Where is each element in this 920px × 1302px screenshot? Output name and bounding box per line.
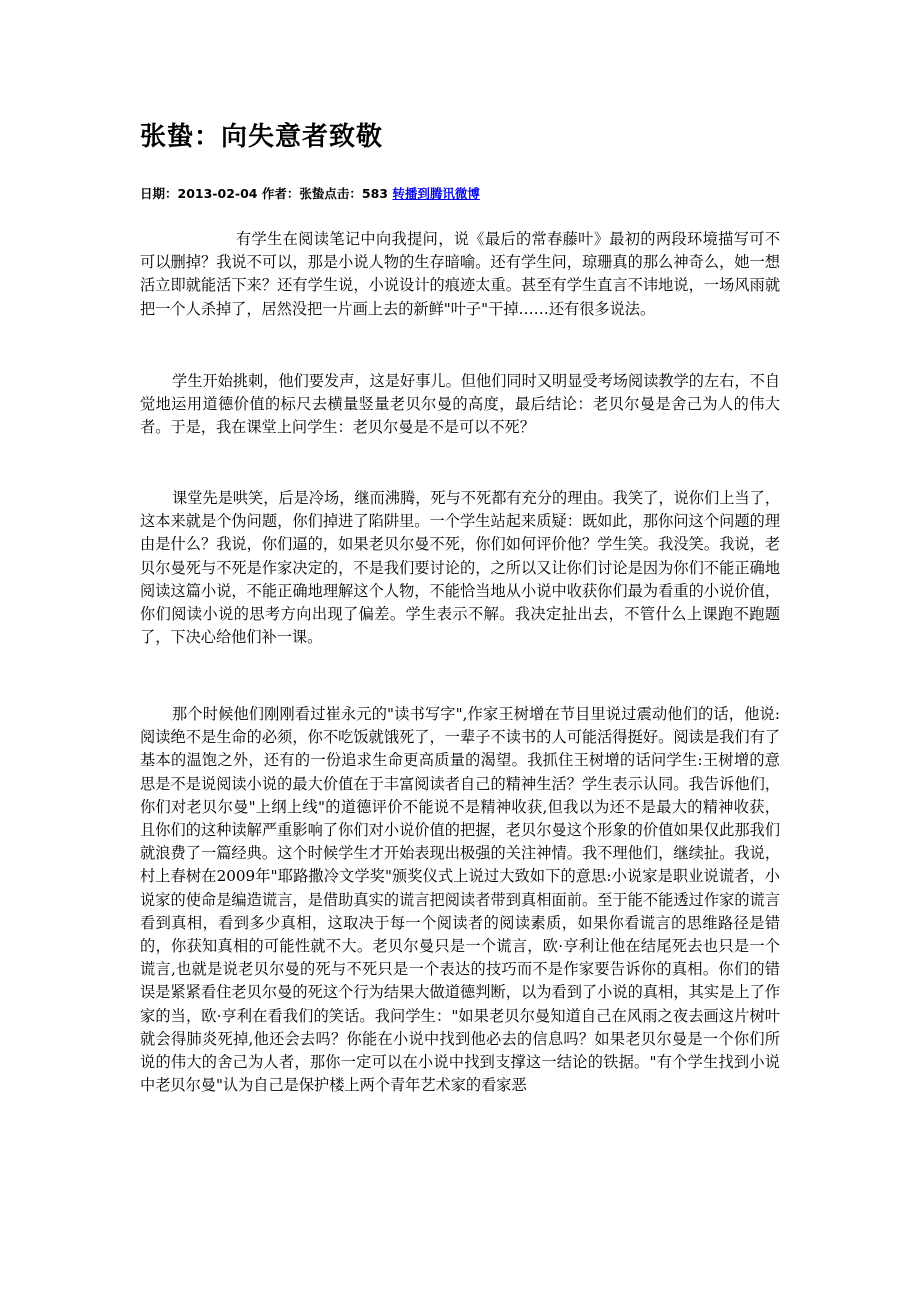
paragraph-4: 那个时候他们刚刚看过崔永元的"读书写字",作家王树增在节目里说过震动他们的话，他说:阅读绝不是生命的必须，你不吃饭就饿死了，一辈子不读书的人可能活得挺好。阅读是我们有了基本的温饱之外，还有的一份追求生命更高质量的渴望。我抓住王树增的话问学生:王树增的意思是不是说阅读小说的最大价值在于丰富阅读者自己的精神生活？学生表示认同。我告诉他们，你们对老贝尔曼"上纲上线"的道德评价不能说不是精神收获,但我以为还不是最大的精神收获，且你们的这种读解严重影响了你们对小说价值的把握，老贝尔曼这个形象的价值如果仅此那我们就浪费了一篇经典。这个时候学生才开始表现出极强的关注神情。我不理他们，继续扯。我说，村上春树在2009年"耶路撒冷文学奖"颁奖仪式上说过大致如下的意思:小说家是职业说谎者，小说家的使命是编造谎言，是借助真实的谎言把阅读者带到真相面前。至于能不能透过作家的谎言看到真相，看到多少真相，这取决于每一个阅读者的阅读素质，如果你看谎言的思维路径是错的，你获知真相的可能性就不大。老贝尔曼只是一个谎言，欧·亨利让他在结尾死去也只是一个谎言,也就是说老贝尔曼的死与不死只是一个表达的技巧而不是作家要告诉你的真相。你们的错误是紧紧看住老贝尔曼的死这个行为结果大做道德判断，以为看到了小说的真相，其实是上了作家的当，欧·亨利在看我们的笑话。我问学生："如果老贝尔曼知道自己在风雨之夜去画这片树叶就会得肺炎死掉,他还会去吗？你能在小说中找到他必去的信息吗？如果老贝尔曼是一个你们所说的伟大的舍己为人者，那你一定可以在小说中找到支撑这一结论的铁据。"有个学生找到小说中老贝尔曼"认为自己是保护楼上两个青年艺术家的看家恶 [140, 705, 780, 1095]
article-title: 张蛰：向失意者致敬 [140, 122, 384, 152]
author-value: 张蛰 [299, 186, 325, 201]
paragraph-3: 课堂先是哄笑，后是冷场，继而沸腾，死与不死都有充分的理由。我笑了，说你们上当了，这本来就是个伪问题，你们掉进了陷阱里。一个学生站起来质疑：既如此，那你问这个问题的理由是什么？我说，你们逼的，如果老贝尔曼不死，你们如何评价他？学生笑。我没笑。我说，老贝尔曼死与不死是作家决定的，不是我们要讨论的，之所以又让你们讨论是因为你们不能正确地阅读这篇小说，不能正确地理解这个人物，不能恰当地从小说中收获你们最为看重的小说价值，你们阅读小说的思考方向出现了偏差。学生表示不解。我决定扯出去，不管什么上课跑不跑题了，下决心给他们补一课。 [140, 489, 780, 647]
paragraph-2: 学生开始挑刺，他们要发声，这是好事儿。但他们同时又明显受考场阅读教学的左右，不自觉地运用道德价值的标尺去横量竖量老贝尔曼的高度，最后结论：老贝尔曼是舍己为人的伟大者。于是，我在课堂上问学生：老贝尔曼是不是可以不死？ [140, 372, 780, 437]
date-label: 日期： [140, 186, 178, 201]
paragraph-1: 有学生在阅读笔记中向我提问，说《最后的常春藤叶》最初的两段环境描写可不可以删掉？我说不可以，那是小说人物的生存暗喻。还有学生问，琼珊真的那么神奇么，她一想活立即就能活下来？还有学生说，小说设计的痕迹太重。甚至有学生直言不讳地说，一场风雨就把一个人杀掉了，居然没把一片画上去的新鲜"叶子"干掉……还有很多说法。 [140, 230, 780, 318]
share-tencent-weibo-link[interactable]: 转播到腾讯微博 [392, 186, 480, 201]
clicks-value: 583 [361, 186, 388, 201]
article-meta [140, 184, 480, 202]
author-label: 作者： [261, 186, 300, 201]
clicks-label: 点击： [324, 186, 362, 201]
date-value: 2013-02-04 [177, 186, 258, 201]
